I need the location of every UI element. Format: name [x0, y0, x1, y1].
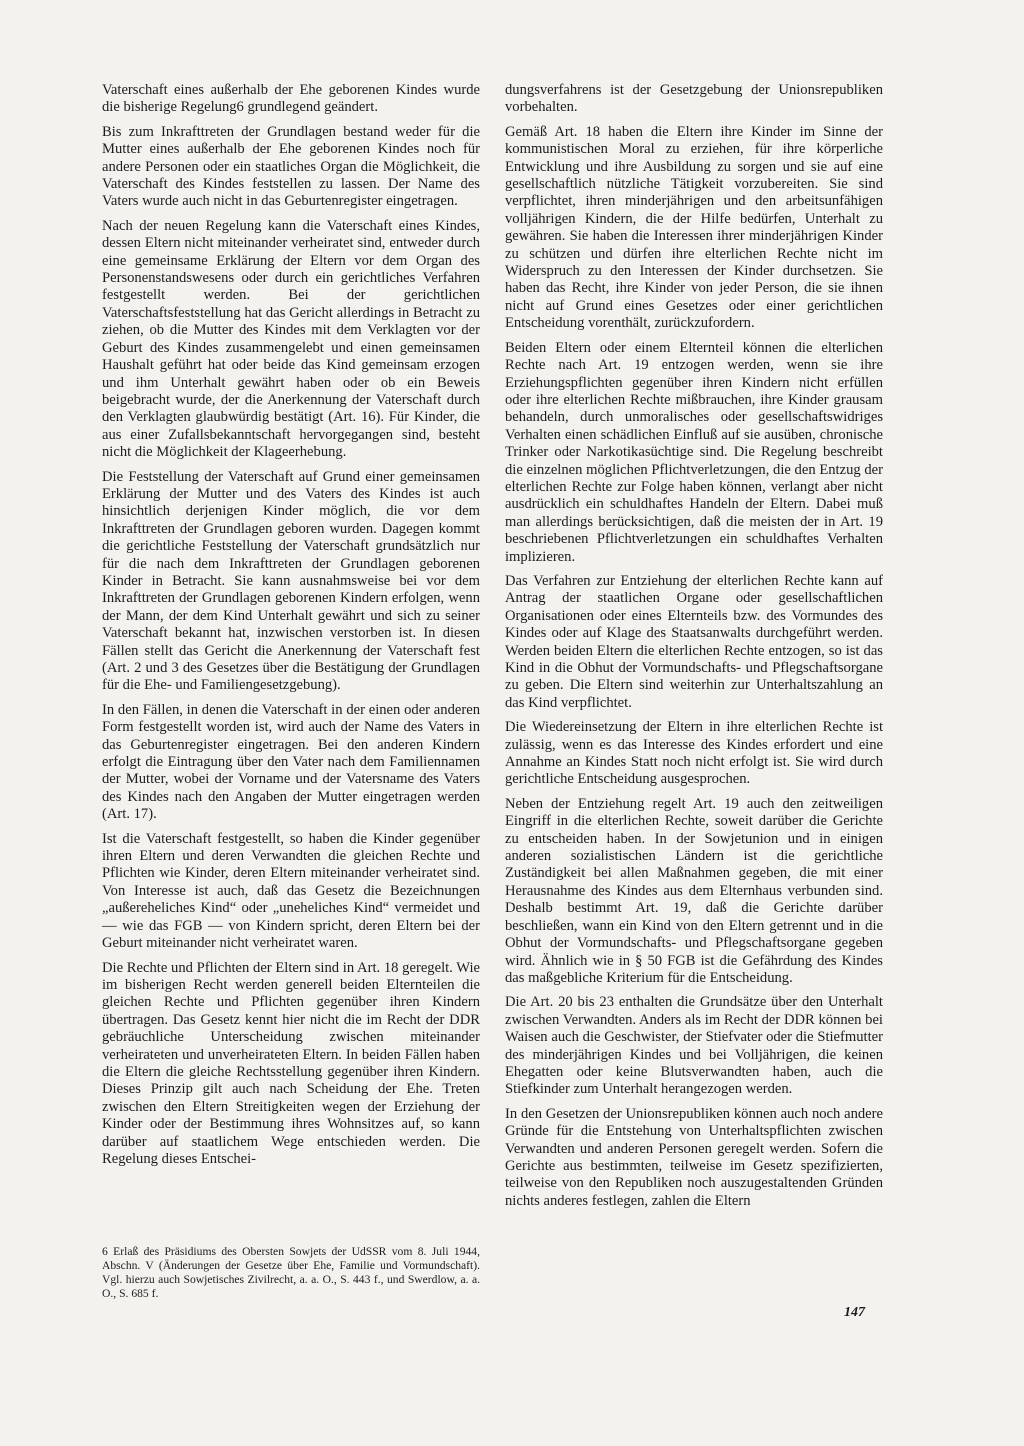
- page-number: 147: [844, 1305, 865, 1320]
- left-column: [102, 82, 480, 1175]
- right-column: [505, 82, 883, 1217]
- paragraph: dungsverfahrens ist der Gesetzgebung der Unionsrepubliken vorbehalten.: [505, 82, 883, 116]
- paragraph: Ist die Vaterschaft festgestellt, so haben die Kinder gegenüber ihren Eltern und deren Verwandten die gleichen Rechte und Pflichten wie Kinder, deren Eltern miteinander verheiratet sind. Von Interesse ist auch, daß das Gesetz die Bezeichnungen „außereheliches Kind“ oder „uneheliches Kind“ vermeidet und — wie das FGB — von Kindern spricht, deren Eltern bei der Geburt miteinander nicht verheiratet waren.: [102, 830, 480, 952]
- paragraph: Nach der neuen Regelung kann die Vaterschaft eines Kindes, dessen Eltern nicht miteinander verheiratet sind, entweder durch eine gemeinsame Erklärung der Eltern vor dem Organ des Personenstandswesens oder durch ein gerichtliches Verfahren festgestellt werden. Bei der gerichtlichen Vaterschaftsfeststellung hat das Gericht allerdings in Betracht zu ziehen, ob die Mutter des Kindes mit dem Verklagten vor der Geburt des Kindes zusammengelebt und einen gemeinsamen Haushalt geführt hat oder beide das Kind gemeinsam erzogen und ihm Unterhalt gewährt haben oder ob ein Beweis beigebracht wurde, der die Anerkennung der Vaterschaft durch den Verklagten glaubwürdig bestätigt (Art. 16). Für Kinder, die aus einer Zufallsbekanntschaft hervorgegangen sind, besteht nicht die Möglichkeit der Klageerhebung.: [102, 217, 480, 461]
- paragraph: Die Art. 20 bis 23 enthalten die Grundsätze über den Unterhalt zwischen Verwandten. Anders als im Recht der DDR können bei Waisen auch die Geschwister, der Stiefvater oder die Stiefmutter des minderjährigen Kindes und bei Volljährigen, die keinen Ehegatten oder keine Blutsverwandten haben, auch die Stiefkinder zum Unterhalt herangezogen werden.: [505, 994, 883, 1098]
- paragraph: Beiden Eltern oder einem Elternteil können die elterlichen Rechte nach Art. 19 entzogen werden, wenn sie ihre Erziehungspflichten gegenüber ihren Kindern nicht erfüllen oder ihre elterlichen Rechte mißbrauchen, ihre Kinder grausam behandeln, durch unmoralisches oder gesellschaftswidriges Verhalten einen schädlichen Einfluß auf sie ausüben, chronische Trinker oder Narkotikasüchtige sind. Die Regelung beschreibt die einzelnen möglichen Pflichtverletzungen, die den Entzug der elterlichen Rechte zur Folge haben können, verlangt aber nicht ausdrücklich ein schuldhaftes Handeln der Eltern. Dabei muß man allerdings berücksichtigen, daß die meisten der in Art. 19 beschriebenen Pflichtverletzungen ein schuldhaftes Verhalten implizieren.: [505, 339, 883, 565]
- paragraph: Das Verfahren zur Entziehung der elterlichen Rechte kann auf Antrag der staatlichen Organe oder gesellschaftlichen Organisationen oder eines Elternteils bzw. des Vormundes des Kindes oder auf Klage des Staatsanwalts durchgeführt werden. Werden beiden Eltern die elterlichen Rechte entzogen, so ist das Kind in die Obhut der Vormundschafts- und Pflegschaftsorgane zu geben. Die Eltern sind weiterhin zur Unterhaltszahlung an das Kind verpflichtet.: [505, 572, 883, 711]
- paragraph: In den Gesetzen der Unionsrepubliken können auch noch andere Gründe für die Entstehung von Unterhaltspflichten zwischen Verwandten und anderen Personen geregelt werden. Sofern die Gerichte aus bestimmten, teilweise im Gesetz spezifizierten, teilweise von den Republiken noch auszugestaltenden Gründen nichts anderes festlegen, zahlen die Eltern: [505, 1105, 883, 1209]
- paragraph: Gemäß Art. 18 haben die Eltern ihre Kinder im Sinne der kommunistischen Moral zu erziehen, für ihre körperliche Entwicklung und ihre Ausbildung zu sorgen und sie auf eine gesellschaftlich nützliche Tätigkeit vorzubereiten. Sie sind verpflichtet, ihren minderjährigen und den arbeitsunfähigen volljährigen Kindern, die der Hilfe bedürfen, Unterhalt zu gewähren. Sie haben die Interessen ihrer minderjährigen Kinder zu schützen und dürfen ihre elterlichen Rechte nicht im Widerspruch zu den Interessen der Kinder durchsetzen. Sie haben das Recht, ihre Kinder von jeder Person, die sie ihnen nicht auf Grund eines Gesetzes oder einer gerichtlichen Entscheidung vorenthält, zurückzufordern.: [505, 123, 883, 332]
- paragraph: Bis zum Inkrafttreten der Grundlagen bestand weder für die Mutter eines außerhalb der Ehe geborenen Kindes noch für andere Personen oder ein staatliches Organ die Möglichkeit, die Vaterschaft des Kindes feststellen zu lassen. Der Name des Vaters wurde auch nicht in das Geburtenregister eingetragen.: [102, 123, 480, 210]
- paragraph: Neben der Entziehung regelt Art. 19 auch den zeitweiligen Eingriff in die elterlichen Rechte, soweit darüber die Gerichte zu entscheiden haben. In der Sowjetunion und in einigen anderen sozialistischen Ländern ist die gerichtliche Zuständigkeit bei allen Maßnahmen gegeben, die mit einer Herausnahme des Kindes aus dem Elternhaus verbunden sind. Deshalb bestimmt Art. 19, daß die Gerichte darüber beschließen, wann ein Kind von den Eltern getrennt und in die Obhut der Vormundschafts- und Pflegschaftsorgane gegeben wird. Ähnlich wie in § 50 FGB ist die Gefährdung des Kindes das maßgebliche Kriterium für die Entscheidung.: [505, 795, 883, 986]
- footnote-text: 6 Erlaß des Präsidiums des Obersten Sowjets der UdSSR vom 8. Juli 1944, Abschn. V (Änderungen der Gesetze über Ehe, Familie und Vormundschaft). Vgl. hierzu auch Sowjetisches Zivilrecht, a. a. O., S. 443 f., und Swerdlow, a. a. O., S. 685 f.: [102, 1245, 480, 1300]
- paragraph: Die Feststellung der Vaterschaft auf Grund einer gemeinsamen Erklärung der Mutter und des Vaters des Kindes ist auch hinsichtlich derjenigen Kinder möglich, die vor dem Inkrafttreten der Grundlagen geboren wurden. Dagegen kommt die gerichtliche Feststellung der Vaterschaft grundsätzlich nur für die nach dem Inkrafttreten der Grundlagen geborenen Kinder in Betracht. Sie kann ausnahmsweise bei vor dem Inkrafttreten der Grundlagen geborenen Kindern erfolgen, wenn der Mann, der dem Kind Unterhalt gewährt und sich zu seiner Vaterschaft bekannt hat, inzwischen verstorben ist. In diesen Fällen stellt das Gericht die Anerkennung der Vaterschaft fest (Art. 2 und 3 des Gesetzes über die Bestätigung der Grundlagen für die Ehe- und Familiengesetzgebung).: [102, 468, 480, 694]
- paragraph: Die Wiedereinsetzung der Eltern in ihre elterlichen Rechte ist zulässig, wenn es das Interesse des Kindes erfordert und eine Annahme an Kindes Statt noch nicht erfolgt ist. Sie wird durch gerichtliche Entscheidung ausgesprochen.: [505, 719, 883, 788]
- paragraph: Vaterschaft eines außerhalb der Ehe geborenen Kindes wurde die bisherige Regelung6 grundlegend geändert.: [102, 82, 480, 116]
- paragraph: In den Fällen, in denen die Vaterschaft in der einen oder anderen Form festgestellt worden ist, wird auch der Name des Vaters in das Geburtenregister eingetragen. Bei den anderen Kindern erfolgt die Eintragung über den Vater nach dem Familiennamen der Mutter, wobei der Vorname und der Vatersname des Vaters des Kindes nach den Angaben der Mutter eingetragen werden (Art. 17).: [102, 701, 480, 823]
- paragraph: Die Rechte und Pflichten der Eltern sind in Art. 18 geregelt. Wie im bisherigen Recht werden generell beiden Elternteilen die gleichen Rechte und Pflichten gegenüber ihren Kindern übertragen. Das Gesetz kennt hier nicht die im Recht der DDR gebräuchliche Unterscheidung zwischen miteinander verheirateten und unverheirateten Eltern. In beiden Fällen haben die Eltern die gleiche Rechtsstellung gegenüber ihren Kindern. Dieses Prinzip gilt auch nach Scheidung der Ehe. Treten zwischen den Eltern Streitigkeiten wegen der Erziehung der Kinder oder der Bestimmung ihres Wohnsitzes auf, so kann darüber auf staatlichem Wege entschieden werden. Die Regelung dieses Entschei-: [102, 959, 480, 1167]
- footnote: [102, 1245, 480, 1301]
